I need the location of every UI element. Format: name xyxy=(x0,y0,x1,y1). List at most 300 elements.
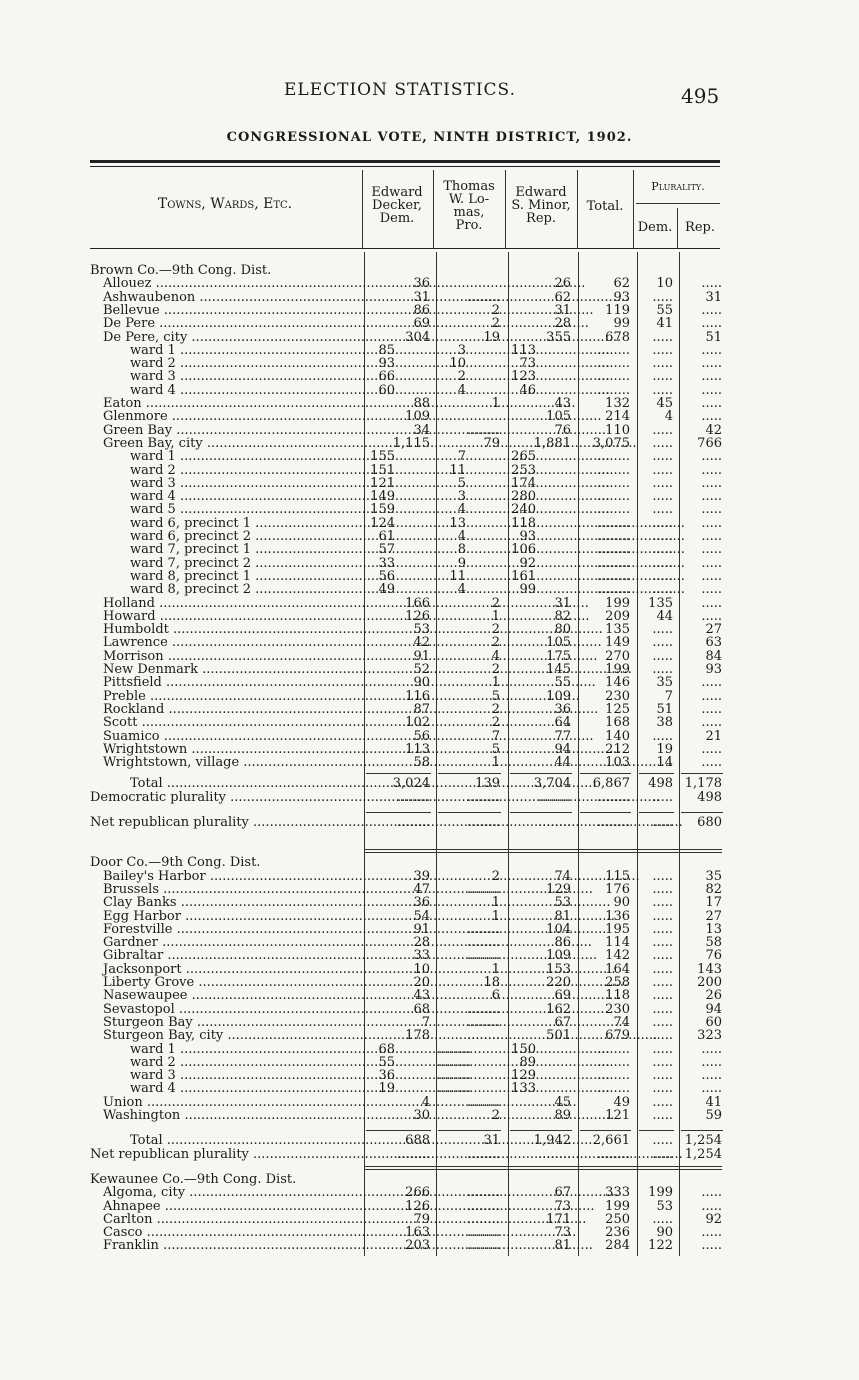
lomas-vote-cell: ........ xyxy=(438,1054,472,1070)
lomas-vote-cell: ........ xyxy=(466,1185,500,1201)
row-label: Pittsfield ..... xyxy=(103,676,361,689)
decker-vote-cell: 57 xyxy=(378,542,395,558)
row-label: ward 3 ..... xyxy=(130,1069,361,1082)
minor-vote-cell: 150 xyxy=(511,1041,536,1057)
lomas-vote-cell: 3 xyxy=(457,489,466,505)
row-label: ward 3 ..... xyxy=(130,370,361,383)
minor-vote-cell: 89 xyxy=(554,1108,571,1123)
row-label: ward 1 ..... xyxy=(130,344,361,357)
minor-vote-cell: 94 xyxy=(554,741,571,757)
lomas-vote-cell: 18 xyxy=(483,975,500,990)
rep-plurality-cell: 41 xyxy=(705,1094,722,1110)
row-label: Clay Banks ..... xyxy=(103,896,361,909)
decker-vote-cell: 163 xyxy=(405,1225,430,1241)
row-label: Gibraltar ..... xyxy=(103,949,361,962)
lomas-vote-cell: 4 xyxy=(457,529,466,544)
dem-plurality-cell: 135 xyxy=(648,595,673,611)
rep-plurality-cell: ..... xyxy=(701,1225,722,1241)
minor-vote-cell: 28 xyxy=(554,316,571,332)
rep-plurality-cell: ..... xyxy=(701,608,722,624)
row-label: Bailey's Harbor ..... xyxy=(103,870,361,883)
total-vote-cell: 284 xyxy=(605,1238,630,1254)
dem-plurality-cell: ..... xyxy=(652,502,673,518)
row-label: ward 2 ..... xyxy=(130,357,361,370)
row-label: Democratic plurality ..... xyxy=(90,791,361,804)
minor-vote-cell: 1,942 xyxy=(533,1133,571,1149)
table-row xyxy=(0,1239,859,1252)
section-double-rule xyxy=(364,1169,722,1170)
minor-vote-cell: 31 xyxy=(554,302,571,318)
rep-plurality-cell: ..... xyxy=(701,1238,722,1254)
table-row xyxy=(0,623,859,636)
lomas-vote-cell: 4 xyxy=(457,382,466,398)
table-row xyxy=(0,583,859,596)
dem-plurality-cell: 55 xyxy=(656,302,673,318)
table-row xyxy=(0,730,859,743)
dem-plurality-cell: ..... xyxy=(652,921,673,937)
dem-plurality-cell: ..... xyxy=(652,542,673,558)
dem-plurality-cell: 90 xyxy=(656,1225,673,1241)
total-vote-cell: ........ xyxy=(596,568,630,584)
total-vote-cell: 49 xyxy=(613,1094,630,1110)
table-row xyxy=(0,397,859,410)
sum-rule xyxy=(366,773,431,774)
table-row xyxy=(0,570,859,583)
header-plurality-dem: Dem. xyxy=(637,220,673,235)
minor-vote-cell: 26 xyxy=(554,276,571,292)
minor-vote-cell: 174 xyxy=(511,475,536,491)
lomas-vote-cell: ........ xyxy=(466,1094,500,1110)
table-row xyxy=(0,883,859,896)
rep-plurality-cell: ..... xyxy=(701,741,722,757)
table-row xyxy=(0,663,859,676)
minor-vote-cell: 62 xyxy=(554,289,571,305)
minor-vote-cell: 129 xyxy=(511,1068,536,1084)
decker-vote-cell: 113 xyxy=(405,741,430,757)
decker-vote-cell: 126 xyxy=(405,608,430,624)
row-label: ward 1 ..... xyxy=(130,1043,361,1056)
dem-plurality-cell: ..... xyxy=(652,988,673,1004)
dem-plurality-cell: ..... xyxy=(652,369,673,385)
decker-vote-cell: 10 xyxy=(413,961,430,977)
total-vote-cell: 678 xyxy=(605,329,630,345)
minor-vote-cell: 153 xyxy=(546,961,571,977)
table-row xyxy=(0,1186,859,1199)
total-vote-cell: ........ xyxy=(596,489,630,505)
dem-plurality-cell: ..... xyxy=(652,975,673,990)
minor-vote-cell: 99 xyxy=(519,582,536,598)
row-label: Brown Co.—9th Cong. Dist. xyxy=(90,263,272,278)
minor-vote-cell: 81 xyxy=(554,1238,571,1254)
lomas-vote-cell: 4 xyxy=(457,582,466,598)
decker-vote-cell: 7 xyxy=(421,1014,430,1030)
table-row xyxy=(0,357,859,370)
row-label: Allouez ..... xyxy=(103,277,361,290)
decker-vote-cell: 33 xyxy=(413,948,430,964)
row-label: ward 3 ..... xyxy=(130,477,361,490)
table-row xyxy=(0,437,859,450)
minor-vote-cell: 81 xyxy=(554,908,571,924)
header-plurality: Plurality. xyxy=(651,180,705,193)
lomas-vote-cell: ........ xyxy=(466,815,500,830)
minor-vote-cell: 89 xyxy=(519,1054,536,1070)
dem-plurality-cell: ..... xyxy=(652,356,673,372)
table-row xyxy=(0,1029,859,1042)
decker-vote-cell: 79 xyxy=(413,1211,430,1227)
dem-plurality-cell: ..... xyxy=(652,662,673,677)
dem-plurality-cell: ..... xyxy=(652,1133,673,1149)
dem-plurality-cell: ..... xyxy=(652,1146,673,1162)
minor-vote-cell: 109 xyxy=(546,948,571,964)
minor-vote-cell: 161 xyxy=(511,568,536,584)
lomas-vote-cell: ........ xyxy=(466,1028,500,1044)
table-row xyxy=(0,976,859,989)
total-vote-cell: 118 xyxy=(605,988,630,1004)
lomas-vote-cell: 2 xyxy=(457,369,466,385)
total-vote-cell: 62 xyxy=(613,276,630,292)
row-label: Net republican plurality ..... xyxy=(90,816,361,829)
table-row xyxy=(0,291,859,304)
dem-plurality-cell: 53 xyxy=(656,1198,673,1214)
decker-vote-cell: 88 xyxy=(413,396,430,411)
lomas-vote-cell: 2 xyxy=(491,302,500,318)
total-vote-cell: 270 xyxy=(605,648,630,664)
total-vote-cell: 136 xyxy=(605,908,630,924)
decker-vote-cell: 53 xyxy=(413,622,430,638)
rep-plurality-cell: ..... xyxy=(701,1198,722,1214)
sum-rule xyxy=(438,1130,501,1131)
table-row xyxy=(0,1213,859,1226)
lomas-vote-cell: ........ xyxy=(466,1211,500,1227)
lomas-vote-cell: 2 xyxy=(491,701,500,717)
decker-vote-cell: 688 xyxy=(405,1133,430,1149)
rep-plurality-cell: ..... xyxy=(701,475,722,491)
table-row xyxy=(0,450,859,463)
table-row xyxy=(0,304,859,317)
table-row xyxy=(0,610,859,623)
table-row xyxy=(0,277,859,290)
table-row xyxy=(0,896,859,909)
rep-plurality-cell: 31 xyxy=(705,289,722,305)
total-vote-cell: 679 xyxy=(605,1028,630,1044)
dem-plurality-cell: ..... xyxy=(652,935,673,951)
lomas-vote-cell: ........ xyxy=(466,935,500,951)
lomas-vote-cell: ........ xyxy=(466,1198,500,1214)
dem-plurality-cell: 44 xyxy=(656,608,673,624)
lomas-vote-cell: 3 xyxy=(457,342,466,358)
row-label: Forestville ..... xyxy=(103,923,361,936)
lomas-vote-cell: 5 xyxy=(457,475,466,491)
rep-plurality-cell: 60 xyxy=(705,1014,722,1030)
row-label: Humboldt ..... xyxy=(103,623,361,636)
minor-vote-cell: 265 xyxy=(511,449,536,465)
lomas-vote-cell: 1 xyxy=(491,675,500,691)
row-label: Gardner ..... xyxy=(103,936,361,949)
decker-vote-cell: ........ xyxy=(396,815,430,830)
dem-plurality-cell: 45 xyxy=(656,396,673,411)
decker-vote-cell: 56 xyxy=(378,568,395,584)
dem-plurality-cell: ..... xyxy=(652,289,673,305)
table-row xyxy=(0,1056,859,1069)
running-title: ELECTION STATISTICS. xyxy=(284,80,516,100)
dem-plurality-cell: ..... xyxy=(652,908,673,924)
sum-rule xyxy=(438,812,501,813)
rep-plurality-cell: ..... xyxy=(701,449,722,465)
table-row xyxy=(0,410,859,423)
sum-rule xyxy=(681,773,723,774)
header-minor-line: S. Minor, xyxy=(511,198,571,213)
row-label: ward 5 ..... xyxy=(130,503,361,516)
dem-plurality-cell: ..... xyxy=(652,868,673,884)
minor-vote-cell: 118 xyxy=(511,515,536,531)
row-label: ward 7, precinct 1 ..... xyxy=(130,543,361,556)
table-row xyxy=(0,464,859,477)
header-decker-line: Decker, xyxy=(372,198,422,213)
dem-plurality-cell: ..... xyxy=(652,582,673,598)
rep-plurality-cell: 26 xyxy=(705,988,722,1004)
dem-plurality-cell: 38 xyxy=(656,715,673,731)
decker-vote-cell: 54 xyxy=(413,908,430,924)
row-label: Suamico ..... xyxy=(103,730,361,743)
dem-plurality-cell: 498 xyxy=(648,776,673,792)
dem-plurality-cell: ..... xyxy=(652,1041,673,1057)
total-vote-cell: ........ xyxy=(596,462,630,478)
lomas-vote-cell: ........ xyxy=(438,1068,472,1084)
rep-plurality-cell: 42 xyxy=(705,422,722,438)
minor-vote-cell: 109 xyxy=(546,688,571,704)
rep-plurality-cell: ..... xyxy=(701,489,722,505)
minor-vote-cell: 86 xyxy=(554,935,571,951)
dem-plurality-cell: ..... xyxy=(652,1094,673,1110)
total-vote-cell: ........ xyxy=(596,475,630,491)
dem-plurality-cell: ..... xyxy=(652,1108,673,1123)
row-label: Bellevue ..... xyxy=(103,304,361,317)
table-row xyxy=(0,331,859,344)
dem-plurality-cell: 122 xyxy=(648,1238,673,1254)
decker-vote-cell: 36 xyxy=(413,276,430,292)
table-row xyxy=(0,597,859,610)
dem-plurality-cell: ..... xyxy=(652,529,673,544)
header-decker-line: Dem. xyxy=(379,211,415,226)
total-vote-cell: 230 xyxy=(605,1001,630,1017)
decker-vote-cell: 178 xyxy=(405,1028,430,1044)
rep-plurality-cell: 1,254 xyxy=(684,1146,722,1162)
row-label: Preble ..... xyxy=(103,690,361,703)
lomas-vote-cell: 2 xyxy=(491,715,500,731)
total-vote-cell: 230 xyxy=(605,688,630,704)
decker-vote-cell: 124 xyxy=(370,515,395,531)
decker-vote-cell: 1,115 xyxy=(392,435,430,451)
table-row xyxy=(0,1069,859,1082)
table-row xyxy=(0,384,859,397)
minor-vote-cell: 145 xyxy=(546,662,571,677)
dem-plurality-cell: 41 xyxy=(656,316,673,332)
decker-vote-cell: 30 xyxy=(413,1108,430,1123)
table-row xyxy=(0,870,859,883)
table-row xyxy=(0,1096,859,1109)
rep-plurality-cell: ..... xyxy=(701,382,722,398)
lomas-vote-cell: ........ xyxy=(466,881,500,897)
lomas-vote-cell: 6 xyxy=(491,988,500,1004)
total-vote-cell: 132 xyxy=(605,396,630,411)
row-label: Nasewaupee ..... xyxy=(103,989,361,1002)
total-vote-cell: 110 xyxy=(605,422,630,438)
lomas-vote-cell: ........ xyxy=(466,789,500,805)
decker-vote-cell: 159 xyxy=(370,502,395,518)
dem-plurality-cell: ..... xyxy=(652,622,673,638)
lomas-vote-cell: 4 xyxy=(457,502,466,518)
header-lomas-line: W. Lo- xyxy=(448,192,490,207)
total-vote-cell: 3,075 xyxy=(592,435,630,451)
total-vote-cell: 121 xyxy=(605,1108,630,1123)
minor-vote-cell: 74 xyxy=(554,868,571,884)
decker-vote-cell: 91 xyxy=(413,921,430,937)
row-label: Eaton ..... xyxy=(103,397,361,410)
rep-plurality-cell: ..... xyxy=(701,1185,722,1201)
rep-plurality-cell: 58 xyxy=(705,935,722,951)
row-label: Total ..... xyxy=(130,1134,361,1147)
total-vote-cell: 115 xyxy=(605,868,630,884)
sum-rule xyxy=(510,812,572,813)
rep-plurality-cell: ..... xyxy=(701,1068,722,1084)
rep-plurality-cell: ..... xyxy=(701,582,722,598)
decker-vote-cell: 266 xyxy=(405,1185,430,1201)
dem-plurality-cell: ..... xyxy=(652,449,673,465)
row-label: Union ..... xyxy=(103,1096,361,1109)
total-vote-cell: 258 xyxy=(605,975,630,990)
lomas-vote-cell: 1 xyxy=(491,396,500,411)
row-label: Algoma, city ..... xyxy=(103,1186,361,1199)
total-vote-cell: ........ xyxy=(596,815,630,830)
sum-rule xyxy=(580,773,631,774)
total-vote-cell: ........ xyxy=(596,356,630,372)
dem-plurality-cell: ..... xyxy=(652,342,673,358)
table-row xyxy=(0,370,859,383)
minor-vote-cell: 113 xyxy=(511,342,536,358)
total-vote-cell: 114 xyxy=(605,935,630,951)
decker-vote-cell: 304 xyxy=(405,329,430,345)
dem-plurality-cell: ..... xyxy=(652,489,673,505)
lomas-vote-cell: 8 xyxy=(457,542,466,558)
lomas-vote-cell: 13 xyxy=(449,515,466,531)
total-vote-cell: 236 xyxy=(605,1225,630,1241)
rep-plurality-cell: 143 xyxy=(697,961,722,977)
header-minor-line: Edward xyxy=(515,185,567,200)
row-label: ward 1 ..... xyxy=(130,450,361,463)
total-vote-cell: 164 xyxy=(605,961,630,977)
dem-plurality-cell: 10 xyxy=(656,276,673,292)
rep-plurality-cell: ..... xyxy=(701,462,722,478)
decker-vote-cell: 87 xyxy=(413,701,430,717)
decker-vote-cell: 19 xyxy=(378,1081,395,1097)
row-label: Wrightstown ..... xyxy=(103,743,361,756)
minor-vote-cell: 501 xyxy=(546,1028,571,1044)
rep-plurality-cell: ..... xyxy=(701,568,722,584)
total-vote-cell: 209 xyxy=(605,608,630,624)
decker-vote-cell: 149 xyxy=(370,489,395,505)
minor-vote-cell: 92 xyxy=(519,555,536,571)
minor-vote-cell: 104 xyxy=(546,921,571,937)
minor-vote-cell: 77 xyxy=(554,728,571,744)
row-label: Carlton ..... xyxy=(103,1213,361,1226)
total-vote-cell: 90 xyxy=(613,895,630,911)
dem-plurality-cell: ..... xyxy=(652,728,673,744)
decker-vote-cell: 126 xyxy=(405,1198,430,1214)
decker-vote-cell: 47 xyxy=(413,881,430,897)
lomas-vote-cell: 139 xyxy=(475,776,500,792)
table-row xyxy=(0,756,859,769)
table-row xyxy=(0,530,859,543)
total-vote-cell: ........ xyxy=(596,555,630,571)
minor-vote-cell: 106 xyxy=(511,542,536,558)
rep-plurality-cell: ..... xyxy=(701,1054,722,1070)
total-vote-cell: ........ xyxy=(596,1041,630,1057)
row-label: ward 4 ..... xyxy=(130,1082,361,1095)
minor-vote-cell: 36 xyxy=(554,701,571,717)
dem-plurality-cell: ..... xyxy=(652,1211,673,1227)
dem-plurality-cell: ..... xyxy=(652,1028,673,1044)
sum-rule xyxy=(366,1130,431,1131)
rep-plurality-cell: 1,178 xyxy=(684,776,722,792)
minor-vote-cell: 73 xyxy=(554,1225,571,1241)
total-vote-cell: 103 xyxy=(605,755,630,771)
total-vote-cell: ........ xyxy=(596,1054,630,1070)
dem-plurality-cell: 199 xyxy=(648,1185,673,1201)
lomas-vote-cell: ........ xyxy=(466,948,500,964)
total-vote-cell: 140 xyxy=(605,728,630,744)
decker-vote-cell: 52 xyxy=(413,662,430,677)
row-label: Green Bay, city ..... xyxy=(103,437,361,450)
dem-plurality-cell: ..... xyxy=(652,789,673,805)
lomas-vote-cell: ........ xyxy=(438,1041,472,1057)
rep-plurality-cell: ..... xyxy=(701,502,722,518)
lomas-vote-cell: 5 xyxy=(491,741,500,757)
minor-vote-cell: 67 xyxy=(554,1014,571,1030)
table-row xyxy=(0,517,859,530)
table-row xyxy=(0,1226,859,1239)
sum-rule xyxy=(580,812,631,813)
minor-vote-cell: 93 xyxy=(519,529,536,544)
total-vote-cell: 195 xyxy=(605,921,630,937)
lomas-vote-cell: ........ xyxy=(466,1225,500,1241)
section-double-rule xyxy=(364,852,722,853)
minor-vote-cell: 31 xyxy=(554,595,571,611)
row-label: Sturgeon Bay, city ..... xyxy=(103,1029,361,1042)
minor-vote-cell: 82 xyxy=(554,608,571,624)
dem-plurality-cell: ..... xyxy=(652,635,673,651)
minor-vote-cell: 53 xyxy=(554,895,571,911)
total-vote-cell: ........ xyxy=(596,789,630,805)
decker-vote-cell: 102 xyxy=(405,715,430,731)
table-row xyxy=(0,636,859,649)
table-row xyxy=(0,1200,859,1213)
table-row xyxy=(0,989,859,1002)
rep-plurality-cell: ..... xyxy=(701,701,722,717)
row-label: ward 2 ..... xyxy=(130,1056,361,1069)
decker-vote-cell: 31 xyxy=(413,289,430,305)
header-decker-line: Edward xyxy=(371,185,423,200)
decker-vote-cell: 39 xyxy=(413,868,430,884)
rep-plurality-cell: 82 xyxy=(705,881,722,897)
lomas-vote-cell: 31 xyxy=(483,1133,500,1149)
rep-plurality-cell: ..... xyxy=(701,515,722,531)
dem-plurality-cell: ..... xyxy=(652,329,673,345)
total-vote-cell: 2,661 xyxy=(592,1133,630,1149)
total-vote-cell: ........ xyxy=(596,542,630,558)
minor-vote-cell: 171 xyxy=(546,1211,571,1227)
rep-plurality-cell: ..... xyxy=(701,342,722,358)
dem-plurality-cell: ..... xyxy=(652,475,673,491)
